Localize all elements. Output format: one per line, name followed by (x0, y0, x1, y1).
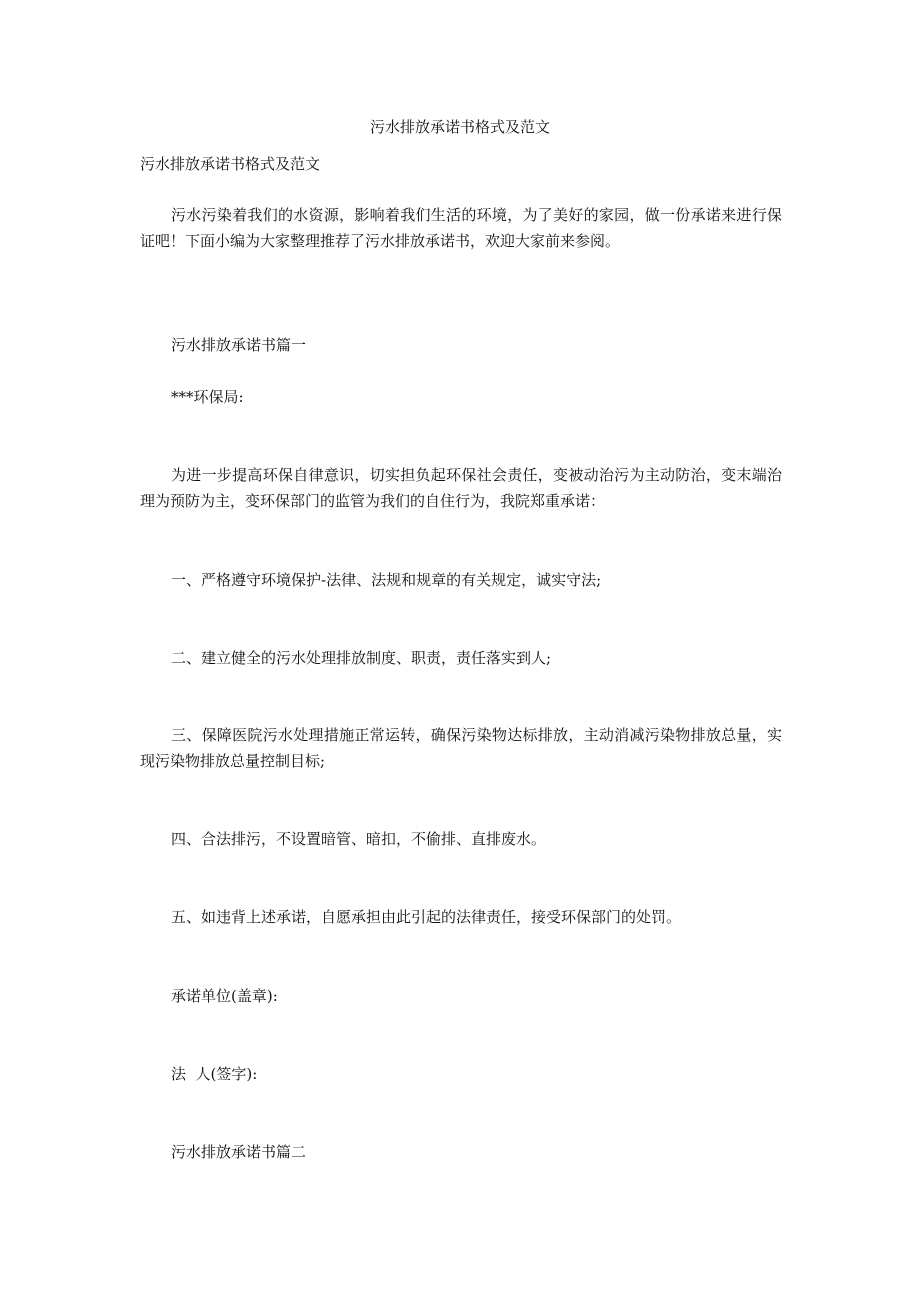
commitment-item-5: 五、如违背上述承诺，自愿承担由此引起的法律责任，接受环保部门的处罚。 (171, 908, 682, 926)
commitment-item-2: 二、建立健全的污水处理排放制度、职责，责任落实到人; (171, 649, 552, 667)
commitment-item-4: 四、合法排污，不设置暗管、暗扣，不偷排、直排废水。 (171, 830, 547, 848)
addressee: ***环保局: (171, 388, 244, 406)
document-subtitle: 污水排放承诺书格式及范文 (140, 155, 321, 173)
section1-heading: 污水排放承诺书篇一 (171, 336, 307, 354)
section2-heading: 污水排放承诺书篇二 (171, 1143, 307, 1161)
signature-person: 法 人(签字): (171, 1065, 258, 1083)
signature-unit: 承诺单位(盖章): (171, 987, 278, 1005)
commitment-item-3: 三、保障医院污水处理措施正常运转，确保污染物达标排放，主动消减污染物排放总量，实现污染物排放总量控制目标; (140, 726, 782, 770)
commitment-intro: 为进一步提高环保自律意识，切实担负起环保社会责任，变被动治污为主动防治，变末端治理为预防为主，变环保部门的监管为我们的自住行为，我院郑重承诺： (140, 466, 782, 510)
document-title: 污水排放承诺书格式及范文 (369, 118, 550, 136)
commitment-item-1: 一、严格遵守环境保护-法律、法规和规章的有关规定，诚实守法; (171, 571, 602, 589)
intro-paragraph: 污水污染着我们的水资源，影响着我们生活的环境，为了美好的家园，做一份承诺来进行保证吧！下面小编为大家整理推荐了污水排放承诺书，欢迎大家前来参阅。 (140, 206, 782, 250)
